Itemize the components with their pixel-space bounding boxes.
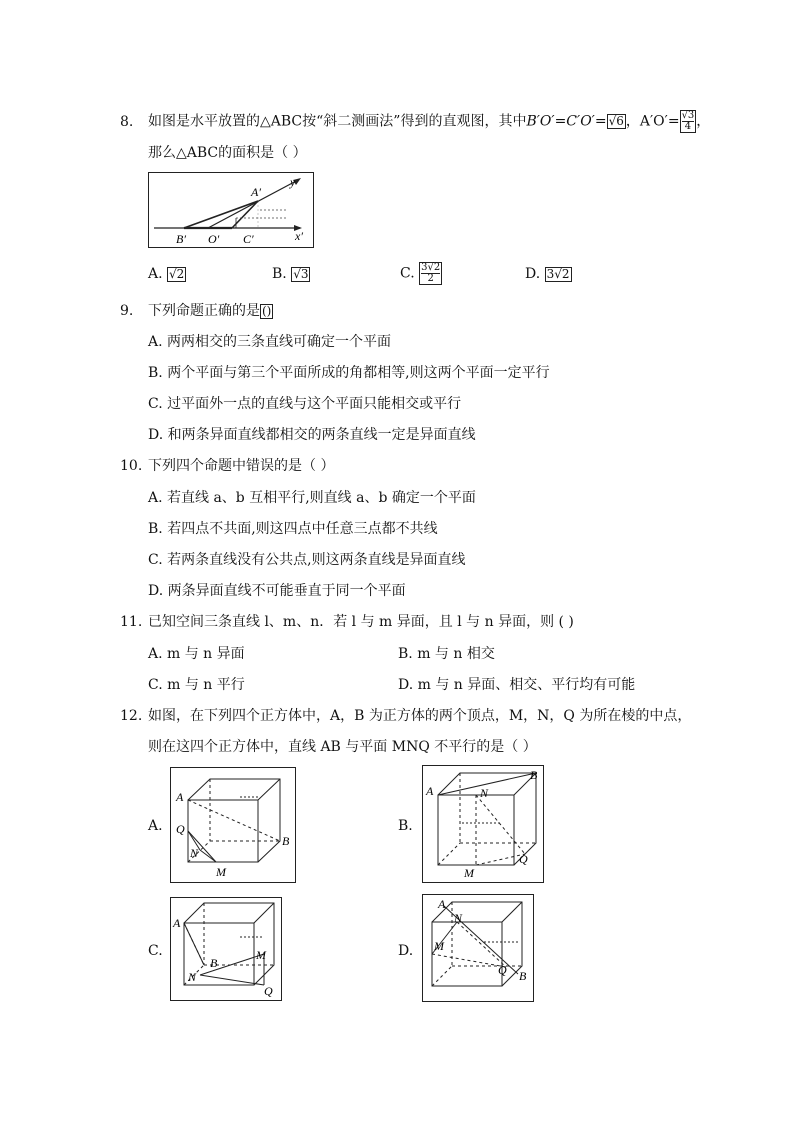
cube-c-label-n: N (188, 970, 197, 984)
q8-option-b-value: √3 (293, 266, 309, 281)
label-y: y (290, 175, 296, 189)
q8-option-b[interactable] (272, 266, 310, 282)
cube-b-label-n: N (480, 786, 489, 800)
q8-value2-num: √3 (681, 110, 695, 121)
q12-option-a[interactable]: A. (148, 818, 163, 834)
q12-cube-d (422, 894, 534, 1002)
q10-option-c[interactable]: C. 若两条直线没有公共点,则这两条直线是异面直线 (148, 552, 466, 568)
cube-b-label-q: Q (519, 852, 528, 866)
q8-eq1: B′O′=C′O′= (526, 113, 607, 130)
q9-option-d[interactable]: D. 和两条异面直线都相交的两条直线一定是异面直线 (148, 427, 476, 443)
q12-cube-b (422, 765, 544, 883)
q8-figure-svg (148, 172, 314, 248)
q8-option-c-den: 2 (421, 273, 440, 284)
q11-option-a[interactable]: A. m 与 n 异面 (148, 646, 245, 662)
q8-value1: √6 (608, 114, 624, 128)
q12-cube-a-svg (170, 767, 296, 883)
q12-cube-b-svg (422, 765, 544, 883)
q8-option-a[interactable] (148, 266, 186, 282)
cube-b-label-m: M (464, 866, 474, 880)
q11-number: 11. (120, 614, 143, 630)
q10-option-a[interactable]: A. 若直线 a、b 互相平行,则直线 a、b 确定一个平面 (148, 490, 476, 506)
q11-text: 已知空间三条直线 l、m、n．若 l 与 m 异面，且 l 与 n 异面，则 ( ) (148, 614, 574, 630)
label-x: x′ (295, 229, 303, 243)
q8-option-a-letter: A. (148, 266, 163, 282)
q9-bracket: () (262, 303, 272, 318)
cube-a-label-q: Q (176, 822, 185, 836)
cube-c-label-a: A (173, 916, 181, 930)
q8-figure (148, 172, 314, 248)
q9-option-c[interactable]: C. 过平面外一点的直线与这个平面只能相交或平行 (148, 396, 462, 412)
cube-d-label-b: B (519, 969, 527, 983)
q12-text2: 则在这四个正方体中，直线 AB 与平面 MNQ 不平行的是（ ） (148, 739, 537, 755)
q11-option-d[interactable]: D. m 与 n 异面、相交、平行均有可能 (398, 677, 636, 693)
q12-option-d[interactable]: D. (398, 943, 414, 959)
cube-c-label-b: B (210, 956, 218, 970)
q12-number: 12. (120, 708, 143, 724)
q8-option-b-letter: B. (272, 266, 287, 282)
label-o: O′ (208, 232, 220, 246)
q8-stem (120, 110, 710, 133)
cube-b-label-b: B (530, 768, 538, 782)
cube-d-label-n: N (454, 911, 463, 925)
label-b: B′ (176, 232, 186, 246)
q8-option-d-value: 3√2 (546, 266, 570, 281)
q8-text2: 那么△ABC的面积是（ ） (148, 145, 307, 161)
q12-option-b[interactable]: B. (398, 818, 413, 834)
q8-option-c-num: 3√2 (421, 262, 441, 273)
q8-sep: ，A′O′= (625, 113, 680, 130)
q10-number: 10. (120, 458, 143, 474)
q12-text1: 如图，在下列四个正方体中，A，B 为正方体的两个顶点，M，N，Q 为所在棱的中点， (148, 708, 692, 724)
q8-number: 8. (120, 113, 134, 130)
q11-option-c[interactable]: C. m 与 n 平行 (148, 677, 245, 693)
cube-d-label-m: M (434, 939, 444, 953)
q11-option-b[interactable]: B. m 与 n 相交 (398, 646, 495, 662)
cube-b-label-a: A (426, 784, 434, 798)
cube-a-label-b: B (282, 834, 290, 848)
label-a: A′ (251, 185, 261, 199)
q8-option-c[interactable] (400, 262, 442, 285)
q10-option-b[interactable]: B. 若四点不共面,则这四点中任意三点都不共线 (148, 521, 438, 537)
q9-number: 9. (120, 303, 134, 319)
cube-d-label-q: Q (498, 963, 507, 977)
label-c: C′ (243, 232, 254, 246)
q12-cube-d-svg (422, 894, 534, 1002)
cube-d-label-a: A (438, 897, 446, 911)
q10-text: 下列四个命题中错误的是（ ） (148, 458, 335, 474)
side-ab (184, 201, 258, 228)
q8-value2-den: 4 (682, 121, 695, 132)
q12-cube-c (170, 897, 282, 1001)
q12-stem (120, 708, 691, 724)
q10-stem (120, 458, 334, 474)
q12-option-c[interactable]: C. (148, 943, 163, 959)
cube-c-label-q: Q (264, 984, 273, 998)
cube-a-label-n: N (190, 846, 199, 860)
q8-option-c-letter: C. (400, 265, 415, 282)
q8-option-d[interactable] (525, 266, 572, 282)
q10-option-d[interactable]: D. 两条异面直线不可能垂直于同一个平面 (148, 583, 406, 599)
q9-option-a[interactable]: A. 两两相交的三条直线可确定一个平面 (148, 334, 392, 350)
q9-stem (120, 303, 273, 319)
q8-option-d-letter: D. (525, 266, 541, 282)
q11-stem (120, 614, 574, 630)
q8-value2 (680, 110, 697, 133)
q9-text: 下列命题正确的是 (148, 303, 260, 319)
cube-a-label-a: A (176, 790, 184, 804)
q9-option-b[interactable]: B. 两个平面与第三个平面所成的角都相等,则这两个平面一定平行 (148, 365, 550, 381)
cube-a-label-m: M (216, 865, 226, 879)
q12-cube-c-svg (170, 897, 282, 1001)
q8-text1: 如图是水平放置的△ABC按“斜二测画法”得到的直观图，其中 (148, 113, 527, 130)
q8-option-c-value (419, 262, 442, 285)
q8-option-a-value: √2 (169, 266, 185, 281)
cube-c-label-m: M (256, 948, 266, 962)
q8-tail: ， (696, 113, 711, 130)
q12-cube-a (170, 767, 296, 883)
